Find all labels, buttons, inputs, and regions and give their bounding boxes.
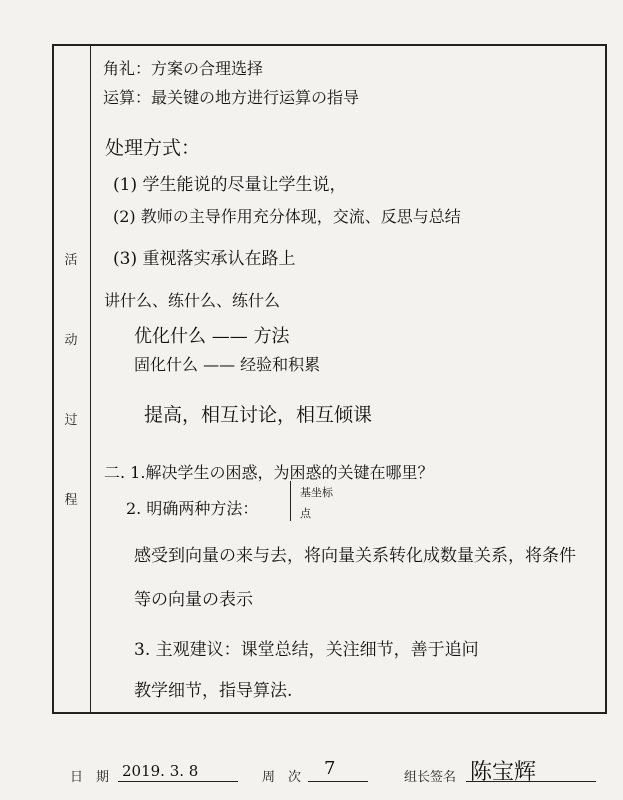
side-label-char: 程 <box>64 493 78 508</box>
brace <box>290 481 293 521</box>
date-label: 日 期 <box>70 770 110 785</box>
note-line: 3. 主观建议：课堂总结，关注细节，善于追问 <box>134 640 479 660</box>
side-label-char: 过 <box>64 413 78 428</box>
note-line: (3) 重视落实承认在路上 <box>113 249 296 269</box>
note-line: 角礼：方案の合理选择 <box>103 59 264 78</box>
note-line: (2) 教师の主导作用充分体现，交流、反思与总结 <box>113 207 461 226</box>
week-label: 周 次 <box>262 770 302 785</box>
note-line: 等の向量の表示 <box>134 590 253 610</box>
sign-label: 组长签名 <box>404 770 457 785</box>
note-line: 处理方式： <box>105 137 201 159</box>
side-label-char: 活 <box>64 253 78 268</box>
week-value: 7 <box>324 758 336 779</box>
side-label-char: 动 <box>64 333 78 348</box>
note-line: 基坐标 <box>300 486 333 499</box>
note-line: 固化什么 —— 经验和积累 <box>134 355 321 374</box>
note-line: 讲什么、练什么、练什么 <box>104 291 281 310</box>
table-divider <box>90 44 91 714</box>
signature: 陈宝辉 <box>470 760 537 785</box>
note-line: 二. 1.解决学生の困惑，为困惑的关键在哪里？ <box>104 463 434 482</box>
date-value: 2019. 3. 8 <box>122 762 199 780</box>
note-line: 运算：最关键の地方进行运算の指导 <box>103 88 360 107</box>
note-line: 优化什么 —— 方法 <box>134 326 290 347</box>
date-underline <box>118 781 238 782</box>
note-line: 点 <box>300 507 311 520</box>
note-line: 教学细节，指导算法. <box>134 681 293 701</box>
note-line: 提高，相互讨论，相互倾课 <box>144 404 373 426</box>
note-line: 感受到向量の来与去，将向量关系转化成数量关系，将条件 <box>134 546 576 566</box>
note-line: (1) 学生能说的尽量让学生说， <box>113 175 347 195</box>
note-line: 2. 明确两种方法： <box>126 499 259 518</box>
week-underline <box>308 781 368 782</box>
